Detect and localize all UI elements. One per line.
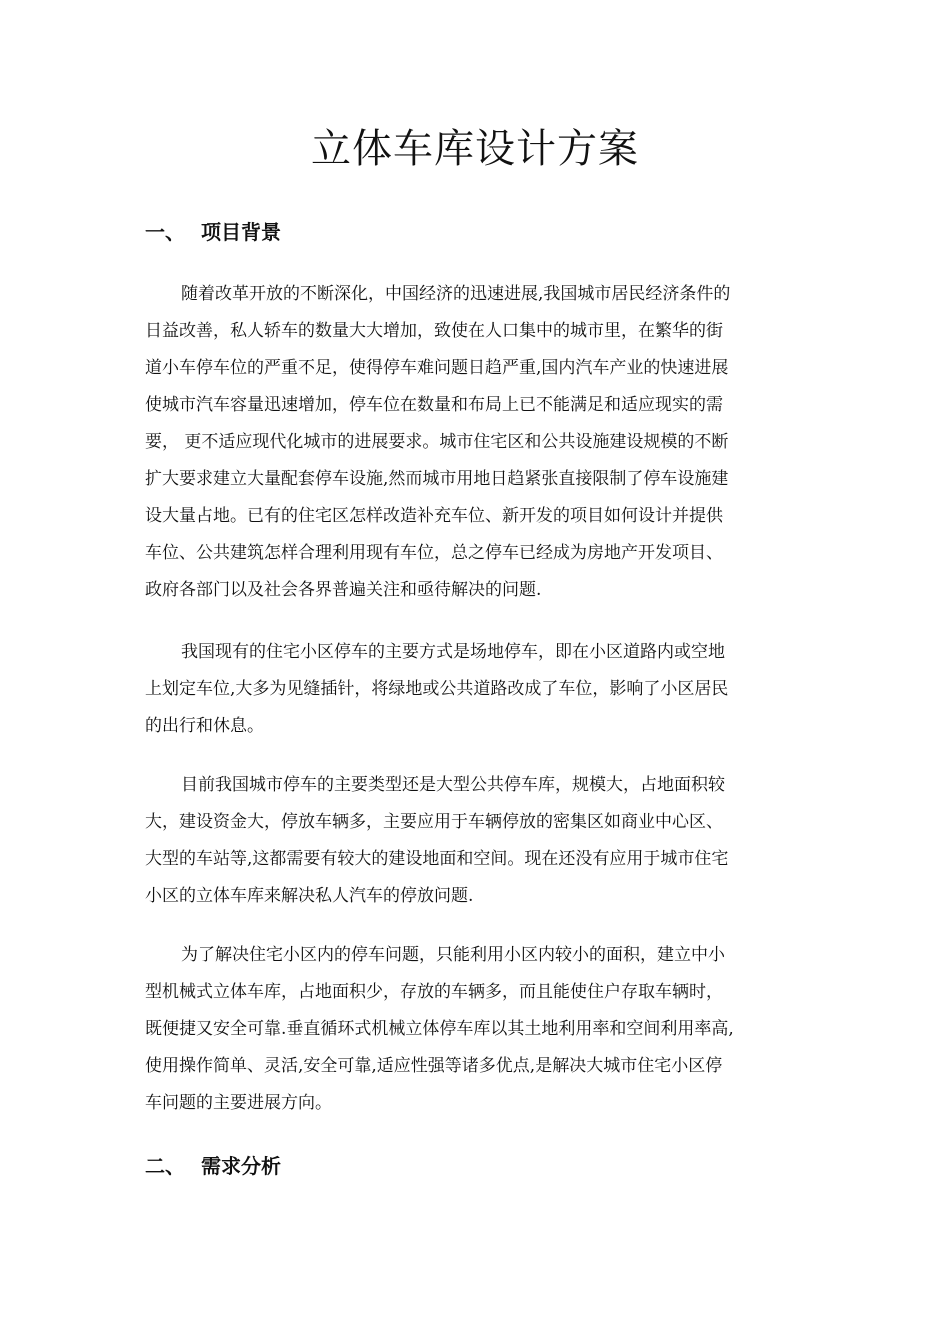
paragraph-line: 使城市汽车容量迅速增加，停车位在数量和布局上已不能满足和适应现实的需 (145, 395, 723, 415)
paragraph-line: 扩大要求建立大量配套停车设施,然而城市用地日趋紧张直接限制了停车设施建 (145, 469, 729, 489)
paragraph-line: 小区的立体车库来解决私人汽车的停放问题. (145, 886, 474, 906)
paragraph-line: 目前我国城市停车的主要类型还是大型公共停车库，规模大，占地面积较 (181, 775, 725, 795)
paragraph-4 (145, 937, 809, 1122)
paragraph-line: 的出行和休息。 (145, 716, 264, 736)
paragraph-line: 既便捷又安全可靠.垂直循环式机械立体停车库以其土地利用率和空间利用率高, (145, 1019, 734, 1039)
section-number: 二、 (145, 1154, 185, 1178)
paragraph-line: 大型的车站等,这都需要有较大的建设地面和空间。现在还没有应用于城市住宅 (145, 849, 729, 869)
section-heading-requirements (145, 1152, 281, 1180)
paragraph-line: 型机械式立体车库，占地面积少，存放的车辆多，而且能使住户存取车辆时， (145, 982, 723, 1002)
section-title: 需求分析 (201, 1154, 281, 1178)
paragraph-1 (145, 276, 809, 609)
paragraph-line: 政府各部门以及社会各界普遍关注和亟待解决的问题. (145, 580, 542, 600)
paragraph-line: 车问题的主要进展方向。 (145, 1093, 332, 1113)
paragraph-line: 上划定车位,大多为见缝插针，将绿地或公共道路改成了车位，影响了小区居民 (145, 679, 729, 699)
paragraph-line: 使用操作简单、灵活,安全可靠,适应性强等诸多优点,是解决大城市住宅小区停 (145, 1056, 723, 1076)
paragraph-line: 为了解决住宅小区内的停车问题，只能利用小区内较小的面积，建立中小 (181, 945, 725, 965)
paragraph-line: 要， 更不适应现代化城市的进展要求。城市住宅区和公共设施建设规模的不断 (145, 432, 729, 452)
section-title: 项目背景 (201, 220, 281, 244)
paragraph-2 (145, 634, 809, 745)
paragraph-line: 设大量占地。已有的住宅区怎样改造补充车位、新开发的项目如何设计并提供 (145, 506, 723, 526)
paragraph-line: 日益改善，私人轿车的数量大大增加，致使在人口集中的城市里，在繁华的街 (145, 321, 723, 341)
paragraph-line: 大，建设资金大，停放车辆多，主要应用于车辆停放的密集区如商业中心区、 (145, 812, 723, 832)
section-heading-background (145, 218, 281, 246)
paragraph-line: 道小车停车位的严重不足，使得停车难问题日趋严重,国内汽车产业的快速进展 (145, 358, 729, 378)
section-number: 一、 (145, 220, 185, 244)
document-title: 立体车库设计方案 (311, 126, 639, 172)
paragraph-line: 随着改革开放的不断深化，中国经济的迅速进展,我国城市居民经济条件的 (181, 284, 731, 304)
paragraph-line: 我国现有的住宅小区停车的主要方式是场地停车，即在小区道路内或空地 (181, 642, 725, 662)
paragraph-3 (145, 767, 809, 915)
paragraph-line: 车位、公共建筑怎样合理利用现有车位，总之停车已经成为房地产开发项目、 (145, 543, 723, 563)
